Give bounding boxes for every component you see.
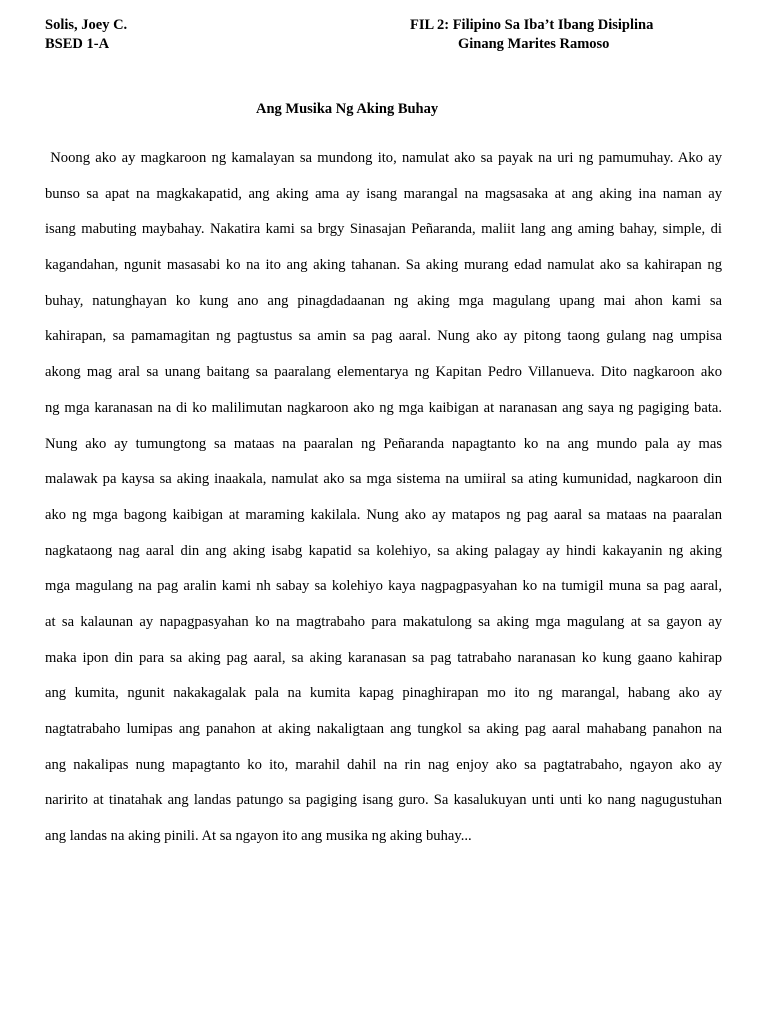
essay-line: ng mga karanasan na di ko malilimutan nagkaroon ako ng mga kaibigan at naranasan ang saya ng pagiging bata. (45, 399, 722, 416)
essay-body (45, 148, 722, 862)
essay-line: at sa kalaunan ay napagpasyahan ko na magtrabaho para makatulong sa aking mga magulang at sa gayon ay (45, 613, 722, 630)
essay-line: ang nakalipas nung mapagtanto ko ito, marahil dahil na rin nag enjoy ako sa pagtatrabaho, ngayon ako ay (45, 756, 722, 773)
essay-line: malawak pa kaysa sa aking inaakala, namulat ako sa mga sistema na umiiral sa ating kumunidad, nagkaroon din (45, 471, 722, 488)
essay-line: naririto at tinatahak ang landas patungo sa pagiging isang guro. Sa kasalukuyan unti unti ko nang nagugustuhan (45, 792, 722, 809)
essay-line: kahirapan, sa pamamagitan ng pagtustus sa amin sa pag aaral. Nung ako ay pitong taong gulang nag umpisa (45, 328, 722, 345)
author-name: Solis, Joey C. (45, 17, 128, 33)
course-title: FIL 2: Filipino Sa Iba’t Ibang Disiplina (410, 17, 654, 33)
essay-line: mga magulang na pag aralin kami nh sabay sa kolehiyo kaya nagpagpasyahan ko na tumigil muna sa pag aaral, (45, 578, 722, 595)
essay-line: isang mabuting maybahay. Nakatira kami sa brgy Sinasajan Peñaranda, maliit lang ang aming bahay, simple, di (45, 221, 722, 238)
essay-line: Noong ako ay magkaroon ng kamalayan sa mundong ito, namulat ako sa payak na uri ng pamumuhay. Ako ay (45, 150, 722, 166)
essay-line: Nung ako ay tumungtong sa mataas na paaralan ng Peñaranda napagtanto ko na ang mundo pala ay mas (45, 435, 722, 452)
student-section: BSED 1-A (45, 36, 110, 52)
essay-line: kagandahan, ngunit masasabi ko na ito ang aking tahanan. Sa aking murang edad namulat ako sa kahirapan ng (45, 257, 722, 274)
essay-line: akong mag aral sa unang baitang sa paaralang elementarya ng Kapitan Pedro Villanueva. Dito nagkaroon ako (45, 364, 722, 381)
instructor-name: Ginang Marites Ramoso (458, 36, 610, 52)
essay-line: bunso sa apat na magkakapatid, ang aking ama ay isang marangal na magsasaka at ang aking ina naman ay (45, 185, 722, 202)
essay-line: maka ipon din para sa aking pag aaral, sa aking karanasan sa pag tatrabaho naranasan ko kung gaano kahirap (45, 649, 722, 666)
essay-title: Ang Musika Ng Aking Buhay (256, 101, 439, 117)
essay-line: buhay, natunghayan ko kung ano ang pinagdadaanan ng aking mga magulang upang mai ahon kami sa (45, 292, 722, 309)
essay-line: nagtatrabaho lumipas ang panahon at aking nakaligtaan ang tungkol sa aking pag aaral mahabang panahon na (45, 721, 722, 737)
essay-line-last: ang landas na aking pinili. At sa ngayon ito ang musika ng aking buhay... (45, 828, 472, 845)
essay-line: ako ng mga bagong kaibigan at maraming kakilala. Nung ako ay matapos ng pag aaral sa mataas na paaralan (45, 506, 722, 523)
essay-line: nagkataong nag aaral din ang aking isabg kapatid sa kolehiyo, sa aking palagay ay hindi kakayanin ng aking (45, 542, 722, 559)
essay-line: ang kumita, ngunit nakakagalak pala na kumita kapag pinaghirapan mo ito ng marangal, habang ako ay (45, 685, 722, 702)
